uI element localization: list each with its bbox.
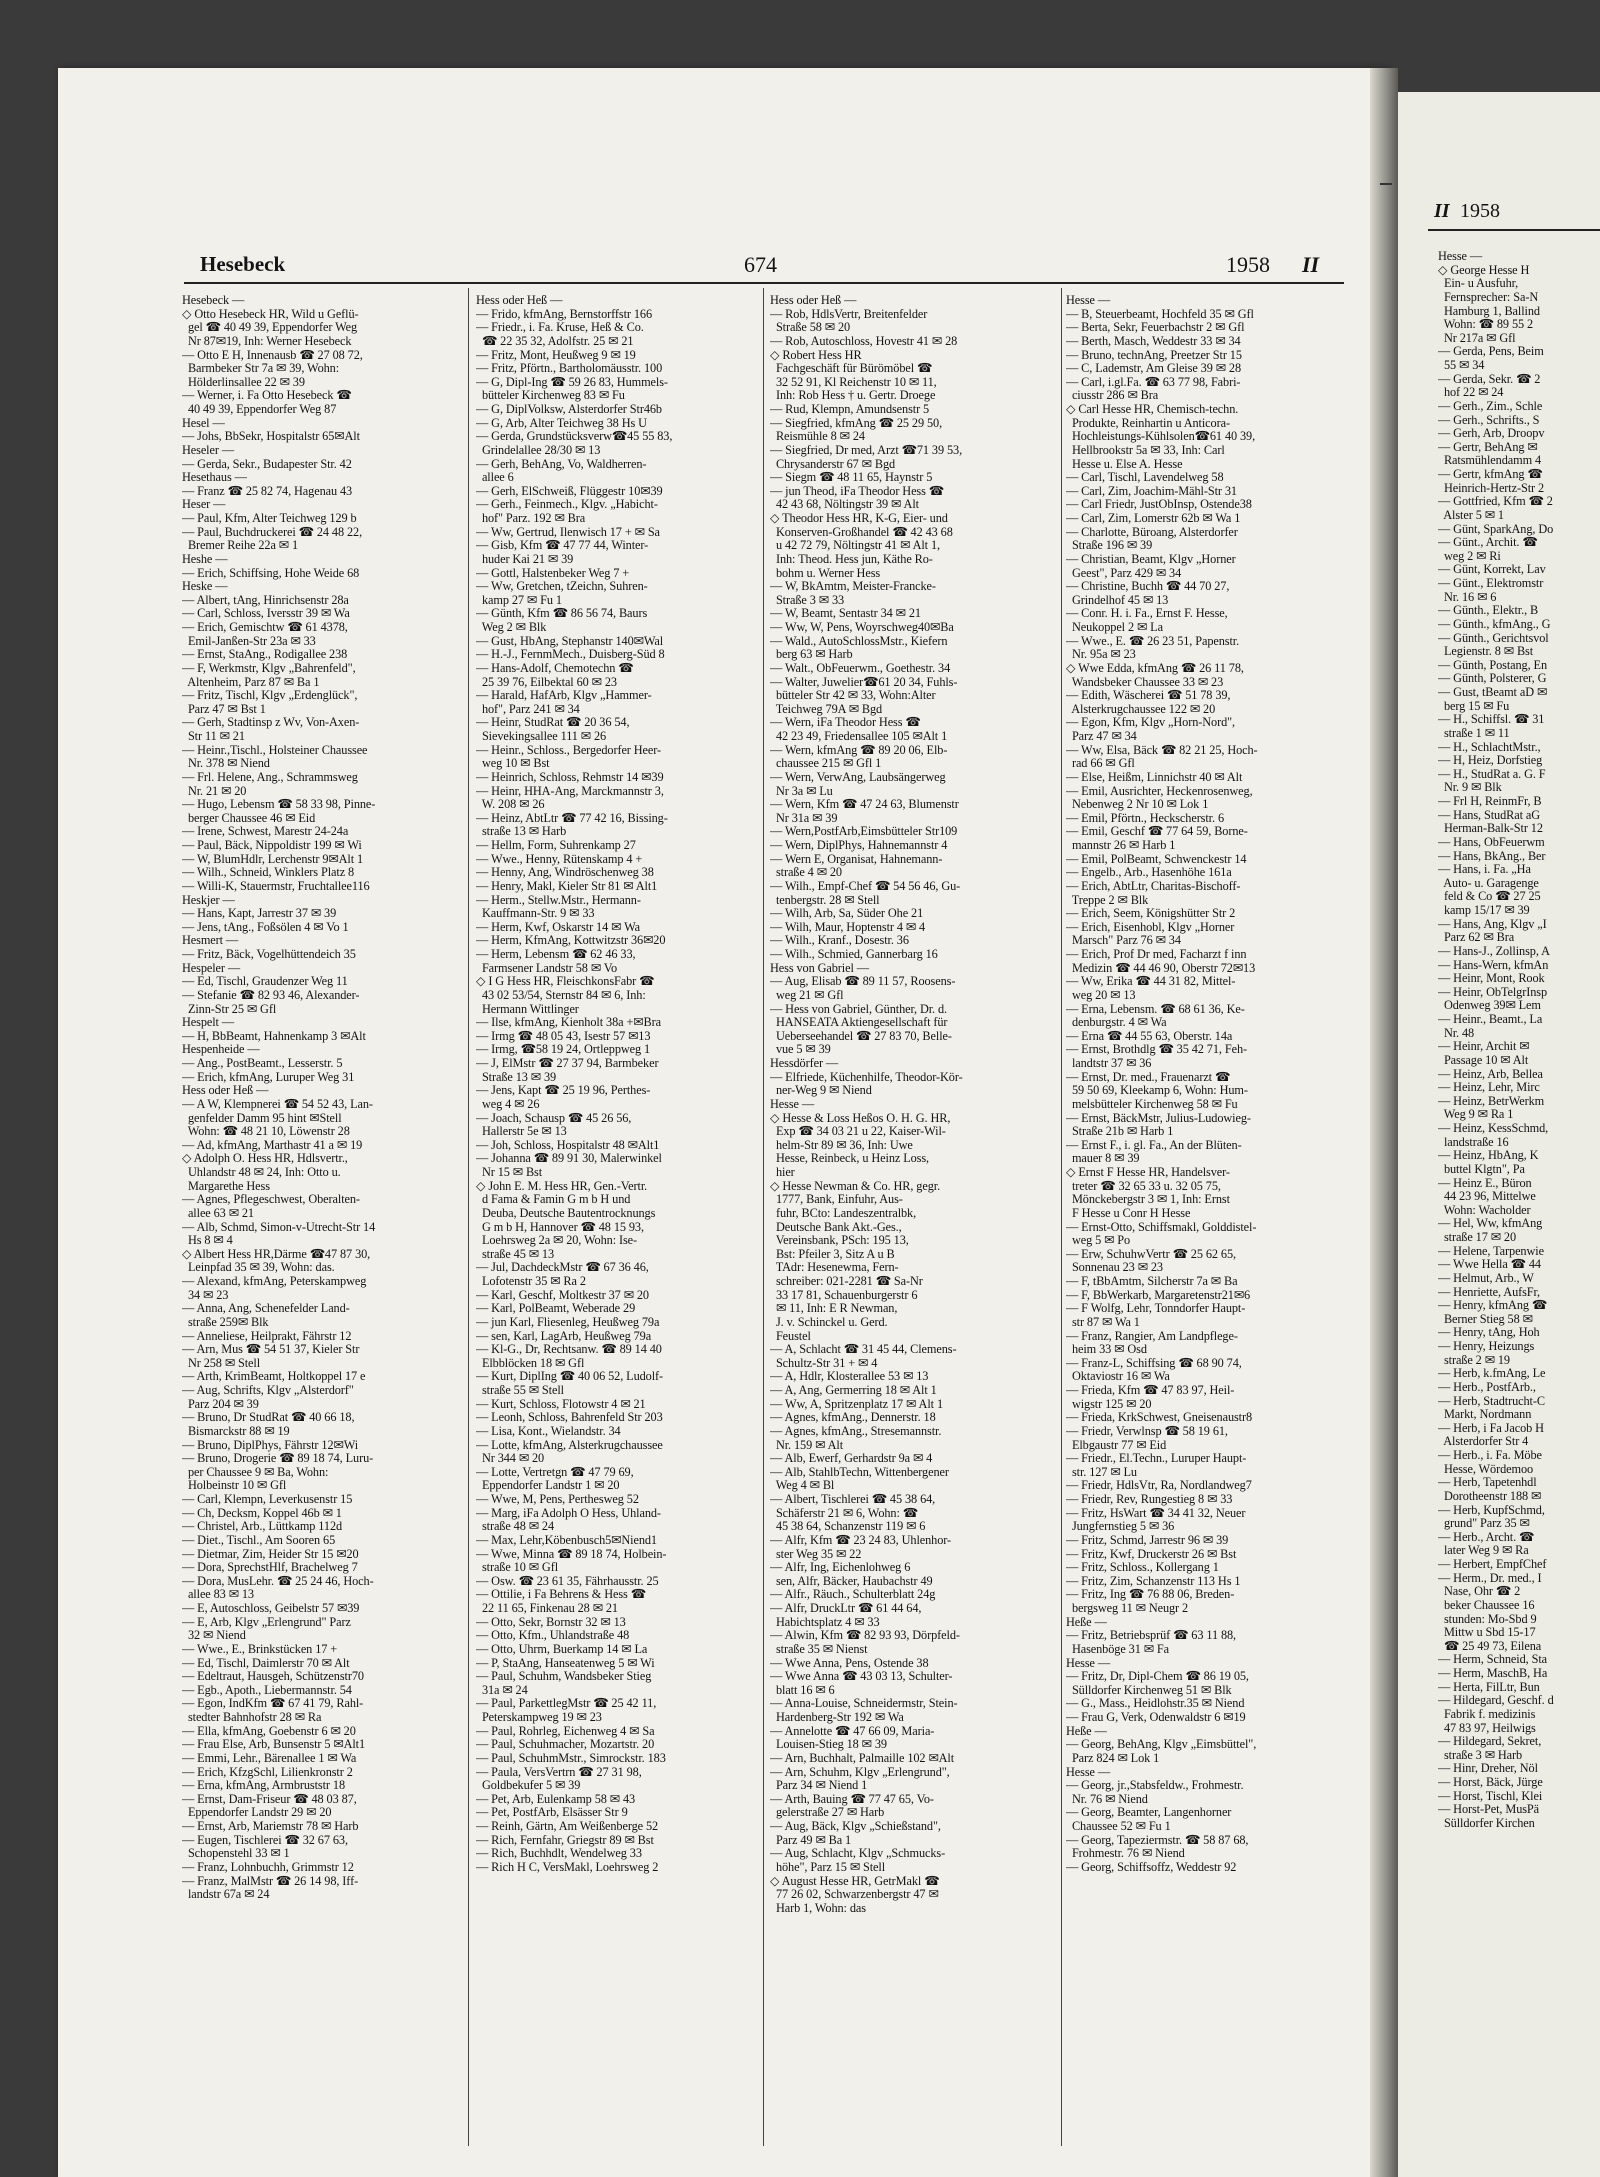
directory-column-4: Hesse — — B, Steuerbeamt, Hochfeld 35 ✉ Gfl — Berta, Sekr, Feuerbachstr 2 ✉ Gfl — Berth, Masch, Weddestr 33 ✉ 34 — Bruno, technAng, Preetzer Str 15 — C, Lademstr, Am Gleise 39 ✉ 28 — Carl, i.gl.Fa. ☎ 63 77 98, Fabri- ciusstr 286 ✉ Bra ◇ Carl Hesse HR, Chemisch-techn. Produkte, Reinhartin u Anticora- Hochleistungs-Kühlsolen☎61 40 39, Hellbrookstr 5a ✉ 33, Inh: Carl Hesse u. Else A. Hesse — Carl, Tischl, Lavendelweg 58 — Carl, Zim, Joachim-Mähl-Str 31 — Carl Friedr, JustObInsp, Ostende38 — Carl, Zim, Lomerstr 62b ✉ Wa 1 — Charlotte, Büroang, Alsterdorfer Straße 196 ✉ 39 — Christian, Beamt, Klgv „Horner Geest", Parz 429 ✉ 34 — Christine, Buchh ☎ 44 70 27, Grindelhof 45 ✉ 13 — Conr. H. i. Fa., Ernst F. Hesse, Neukoppel 2 ✉ La — Wwe., E. ☎ 26 23 51, Papenstr. Nr. 95a ✉ 23 ◇ Wwe Edda, kfmAng ☎ 26 11 78, Wandsbeker Chaussee 33 ✉ 23 — Edith, Wäscherei ☎ 51 78 39, Alsterkrugchaussee 122 ✉ 20 — Egon, Kfm, Klgv „Horn-Nord", Parz 47 ✉ 34 — Ww, Elsa, Bäck ☎ 82 21 25, Hoch- rad 66 ✉ Gfl — Else, Heißm, Linnichstr 40 ✉ Alt — Emil, Ausrichter, Heckenrosenweg, Nebenweg 2 Nr 10 ✉ Lok 1 — Emil, Pförtn., Heckscherstr. 6 — Emil, Geschf ☎ 77 64 59, Borne- mannstr 26 ✉ Harb 1 — Emil, PolBeamt, Schwenckestr 14 — Engelb., Arb., Hasenhöhe 161a — Erich, AbtLtr, Charitas-Bischoff- Treppe 2 ✉ Blk — Erich, Seem, Königshütter Str 2 — Erich, Eisenhobl, Klgv „Horner Marsch" Parz 76 ✉ 34 — Erich, Prof Dr med, Facharzt f inn Medizin ☎ 44 46 90, Oberstr 72✉13 — Ww, Erika ☎ 44 31 82, Mittel- weg 20 ✉ 13 — Erna, Lebensm. ☎ 68 61 36, Ke- denburgstr. 4 ✉ Wa — Erna ☎ 44 55 63, Oberstr. 14a — Ernst, Brothdlg ☎ 35 42 71, Feh- landtstr 37 ✉ 36 — Ernst, Dr. med., Frauenarzt ☎ 59 50 69, Kleekamp 6, Wohn: Hum- melsbütteler Kirchenweg 58 ✉ Fu — Ernst, BäckMstr, Julius-Ludowieg- Straße 21b ✉ Harb 1 — Ernst F., i. gl. Fa., An der Blüten- mauer 8 ✉ 39 ◇ Ernst F Hesse HR, Handelsver- treter ☎ 32 65 33 u. 32 05 75, Mönckebergstr 3 ✉ 1, Inh: Ernst F Hesse u Conr H Hesse — Ernst-Otto, Schiffsmakl, Golddistel- weg 5 ✉ Po — Erw, SchuhwVertr ☎ 25 62 65, Sonnenau 23 ✉ 23 — F, tBbAmtm, Silcherstr 7a ✉ Ba — F, BbWerkarb, Margaretenstr21✉6 — F Wolfg, Lehr, Tonndorfer Haupt- str 87 ✉ Wa 1 — Franz, Rangier, Am Landpflege- heim 33 ✉ Osd — Franz-L, Schiffsing ☎ 68 90 74, Oktaviostr 16 ✉ Wa — Frieda, Kfm ☎ 47 83 97, Heil- wigstr 125 ✉ 20 — Frieda, KrkSchwest, Gneisenaustr8 — Friedr, Verwlnsp ☎ 58 19 61, Elbgaustr 77 ✉ Eid — Friedr., El.Techn., Luruper Haupt- str. 127 ✉ Lu — Friedr, HdlsVtr, Ra, Nordlandweg7 — Friedr, Rev, Rungestieg 8 ✉ 33 — Fritz, HsWart ☎ 34 41 32, Neuer Jungfernstieg 5 ✉ 36 — Fritz, Schmd, Jarrestr 96 ✉ 39 — Fritz, Kwf, Druckerstr 26 ✉ Bst — Fritz, Schloss., Kollergang 1 — Fritz, Zim, Schanzenstr 113 Hs 1 — Fritz, Ing ☎ 76 88 06, Breden- bergsweg 11 ✉ Neugr 2 Heße — — Fritz, Betriebsprüf ☎ 63 11 88, Hasenböge 31 ✉ Fa Hesse — — Fritz, Dr, Dipl-Chem ☎ 86 19 05, Sülldorfer Kirchenweg 51 ✉ Blk — G., Mass., Heidlohstr.35 ✉ Niend — Frau G, Verk, Odenwaldstr 6 ✉19 Heße — — Georg, BehAng, Klgv „Eimsbüttel", Parz 824 ✉ Lok 1 Hesse — — Georg, jr.,Stabsfeldw., Frohmestr. Nr. 76 ✉ Niend — Georg, Beamter, Langenhorner Chaussee 52 ✉ Fu 1 — Georg, Tapeziermstr. ☎ 58 87 68, Frohmestr. 76 ✉ Niend — Georg, Schiffsoffz, Weddestr 92 xyxy=(1066,294,1258,1874)
header-rule xyxy=(184,282,1344,284)
column-divider-3 xyxy=(1061,288,1062,2146)
directory-column-2: Hess oder Heß — — Frido, kfmAng, Bernstorffstr 166 — Friedr., i. Fa. Kruse, Heß & Co. ☎ 22 35 32, Adolfstr. 25 ✉ 21 — Fritz, Mont, Heußweg 9 ✉ 19 — Fritz, Pförtn., Bartholomäusstr. 100 — G, Dipl-Ing ☎ 59 26 83, Hummels- bütteler Kirchenweg 83 ✉ Fu — G, DiplVolksw, Alsterdorfer Str46b — G, Arb, Alter Teichweg 38 Hs U — Gerda, Grundstücksverw☎45 55 83, Grindelallee 28/30 ✉ 13 — Gerh, BehAng, Vo, Waldherren- allee 6 — Gerh, ElSchweiß, Flüggestr 10✉39 — Gerh., Feinmech., Klgv. „Habicht- hof" Parz. 192 ✉ Bra — Ww, Gertrud, Ilenwisch 17 + ✉ Sa — Gisb, Kfm ☎ 47 77 44, Winter- huder Kai 21 ✉ 39 — Gottl, Halstenbeker Weg 7 + — Ww, Gretchen, tZeichn, Suhren- kamp 27 ✉ Fu 1 — Günth, Kfm ☎ 86 56 74, Baurs Weg 2 ✉ Blk — Gust, HbAng, Stephanstr 140✉Wal — H.-J., FernmMech., Duisberg-Süd 8 — Hans-Adolf, Chemotechn ☎ 25 39 76, Eilbektal 60 ✉ 23 — Harald, HafArb, Klgv „Hammer- hof", Parz 241 ✉ 34 — Heinr, StudRat ☎ 20 36 54, Sievekingsallee 111 ✉ 26 — Heinr., Schloss., Bergedorfer Heer- weg 10 ✉ Bst — Heinrich, Schloss, Rehmstr 14 ✉39 — Heinr, HHA-Ang, Marckmannstr 3, W. 208 ✉ 26 — Heinz, AbtLtr ☎ 77 42 16, Bissing- straße 13 ✉ Harb — Hellm, Form, Suhrenkamp 27 — Wwe., Henny, Rütenskamp 4 + — Henny, Ang, Windröschenweg 38 — Henry, Makl, Kieler Str 81 ✉ Alt1 — Herm., Stellw.Mstr., Hermann- Kauffmann-Str. 9 ✉ 33 — Herm, Kwf, Oskarstr 14 ✉ Wa — Herm, KfmAng, Kottwitzstr 36✉20 — Herm, Lebensm ☎ 62 46 33, Farmsener Landstr 58 ✉ Vo ◇ I G Hess HR, FleischkonsFabr ☎ 43 02 53/54, Sternstr 84 ✉ 6, Inh: Hermann Wittlinger — Ilse, kfmAng, Kienholt 38a +✉Bra — Irmg ☎ 48 05 43, Isestr 57 ✉13 — Irmg, ☎58 19 24, Ortleppweg 1 — J, ElMstr ☎ 27 37 94, Barmbeker Straße 13 ✉ 39 — Jens, Kapt ☎ 25 19 96, Perthes- weg 4 ✉ 26 — Joach, Schausp ☎ 45 26 56, Hallerstr 5e ✉ 13 — Joh, Schloss, Hospitalstr 48 ✉Alt1 — Johanna ☎ 89 91 30, Malerwinkel Nr 15 ✉ Bst ◇ John E. M. Hess HR, Gen.-Vertr. d Fama & Famin G m b H und Deuba, Deutsche Bautentrocknungs G m b H, Hannover ☎ 48 15 93, Loehrsweg 2a ✉ 20, Wohn: Ise- straße 45 ✉ 13 — Jul, DachdeckMstr ☎ 67 36 46, Lofotenstr 35 ✉ Ra 2 — Karl, Geschf, Moltkestr 37 ✉ 20 — Karl, PolBeamt, Weberade 29 — jun Karl, Fliesenleg, Heußweg 79a — sen, Karl, LagArb, Heußweg 79a — Kl-G., Dr, Rechtsanw. ☎ 89 14 40 Elbblöcken 18 ✉ Gfl — Kurt, DiplIng ☎ 40 06 52, Ludolf- straße 55 ✉ Stell — Kurt, Schloss, Flotowstr 4 ✉ 21 — Leonh, Schloss, Bahrenfeld Str 203 — Lisa, Kont., Wielandstr. 34 — Lotte, kfmAng, Alsterkrugchaussee Nr 344 ✉ 20 — Lotte, Vertretgn ☎ 47 79 69, Eppendorfer Landstr 1 ✉ 20 — Wwe, M, Pens, Perthesweg 52 — Marg, iFa Adolph O Hess, Uhland- straße 48 ✉ 24 — Max, Lehr,Köbenbusch5✉Niend1 — Wwe, Minna ☎ 89 18 74, Holbein- straße 10 ✉ Gfl — Osw. ☎ 23 61 35, Fährhausstr. 25 — Ottilie, i Fa Behrens & Hess ☎ 22 11 65, Finkenau 28 ✉ 21 — Otto, Sekr, Bornstr 32 ✉ 13 — Otto, Kfm., Uhlandstraße 48 — Otto, Uhrm, Buerkamp 14 ✉ La — P, StaAng, Hanseatenweg 5 ✉ Wi — Paul, Schuhm, Wandsbeker Stieg 31a ✉ 24 — Paul, ParkettlegMstr ☎ 25 42 11, Peterskampweg 19 ✉ 23 — Paul, Rohrleg, Eichenweg 4 ✉ Sa — Paul, Schuhmacher, Mozartstr. 20 — Paul, SchuhmMstr., Simrockstr. 183 — Paula, VersVertrn ☎ 27 31 98, Goldbekufer 5 ✉ 39 — Pet, Arb, Eulenkamp 58 ✉ 43 — Pet, PostfArb, Elsässer Str 9 — Reinh, Gärtn, Am Weißenberge 52 — Rich, Fernfahr, Griegstr 89 ✉ Bst — Rich, Buchhdlt, Wendelweg 33 — Rich H C, VersMakl, Loehrsweg 2 xyxy=(476,294,673,1874)
directory-column-1: Hesebeck — ◇ Otto Hesebeck HR, Wild u Geflü- gel ☎ 40 49 39, Eppendorfer Weg Nr 87✉19, Inh: Werner Hesebeck — Otto E H, Innenausb ☎ 27 08 72, Barmbeker Str 7a ✉ 39, Wohn: Hölderlinsallee 22 ✉ 39 — Werner, i. Fa Otto Hesebeck ☎ 40 49 39, Eppendorfer Weg 87 Hesel — — Johs, BbSekr, Hospitalstr 65✉Alt Heseler — — Gerda, Sekr., Budapester Str. 42 Hesethaus — — Franz ☎ 25 82 74, Hagenau 43 Heser — — Paul, Kfm, Alter Teichweg 129 b — Paul, Buchdruckerei ☎ 24 48 22, Bremer Reihe 22a ✉ 1 Heshe — — Erich, Schiffsing, Hohe Weide 68 Heske — — Albert, tAng, Hinrichsenstr 28a — Carl, Schloss, Iversstr 39 ✉ Wa — Erich, Gemischtw ☎ 61 4378, Emil-Janßen-Str 23a ✉ 33 — Ernst, StaAng., Rodigallee 238 — F, Werkmstr, Klgv „Bahrenfeld", Altenheim, Parz 87 ✉ Ba 1 — Fritz, Tischl, Klgv „Erdenglück", Parz 47 ✉ Bst 1 — Gerh, Stadtinsp z Wv, Von-Axen- Str 11 ✉ 21 — Heinr.,Tischl., Holsteiner Chaussee Nr. 378 ✉ Niend — Frl. Helene, Ang., Schrammsweg Nr. 21 ✉ 20 — Hugo, Lebensm ☎ 58 33 98, Pinne- berger Chaussee 46 ✉ Eid — Irene, Schwest, Marestr 24-24a — Paul, Bäck, Nippoldistr 199 ✉ Wi — W, BlumHdlr, Lerchenstr 9✉Alt 1 — Wilh., Schneid, Winklers Platz 8 — Willi-K, Stauermstr, Fruchtallee116 Heskjer — — Hans, Kapt, Jarrestr 37 ✉ 39 — Jens, tAng., Foßsölen 4 ✉ Vo 1 Hesmert — — Fritz, Bäck, Vogelhüttendeich 35 Hespeler — — Ed, Tischl, Graudenzer Weg 11 — Stefanie ☎ 82 93 46, Alexander- Zinn-Str 25 ✉ Gfl Hespelt — — H, BbBeamt, Hahnenkamp 3 ✉Alt Hespenheide — — Ang., PostBeamt., Lesserstr. 5 — Erich, kfmAng, Luruper Weg 31 Hess oder Heß — — A W, Klempnerei ☎ 54 52 43, Lan- genfelder Damm 95 hint ✉Stell Wohn: ☎ 48 21 10, Löwenstr 28 — Ad, kfmAng, Marthastr 41 a ✉ 19 ◇ Adolph O. Hess HR, Hdlsvertr., Uhlandstr 48 ✉ 24, Inh: Otto u. Margarethe Hess — Agnes, Pflegeschwest, Oberalten- allee 63 ✉ 21 — Alb, Schmd, Simon-v-Utrecht-Str 14 Hs 8 ✉ 4 ◇ Albert Hess HR,Därme ☎47 87 30, Leinpfad 35 ✉ 39, Wohn: das. — Alexand, kfmAng, Peterskampweg 34 ✉ 23 — Anna, Ang, Schenefelder Land- straße 259✉ Blk — Anneliese, Heilprakt, Fährstr 12 — Arn, Mus ☎ 54 51 37, Kieler Str Nr 258 ✉ Stell — Arth, KrimBeamt, Holtkoppel 17 e — Aug, Schrifts, Klgv „Alsterdorf" Parz 204 ✉ 39 — Bruno, Dr StudRat ☎ 40 66 18, Bismarckstr 88 ✉ 19 — Bruno, DiplPhys, Fährstr 12✉Wi — Bruno, Drogerie ☎ 89 18 74, Luru- per Chaussee 9 ✉ Ba, Wohn: Holbeinstr 10 ✉ Gfl — Carl, Klempn, Leverkusenstr 15 — Ch, Decksm, Koppel 46b ✉ 1 — Christel, Arb., Lüttkamp 112d — Diet., Tischl., Am Sooren 65 — Dietmar, Zim, Heider Str 15 ✉20 — Dora, SprechstHlf, Brachelweg 7 — Dora, MusLehr. ☎ 25 24 46, Hoch- allee 83 ✉ 13 — E, Autoschloss, Geibelstr 57 ✉39 — E, Arb, Klgv „Erlengrund" Parz 32 ✉ Niend — Wwe., E., Brinkstücken 17 + — Ed, Tischl, Daimlerstr 70 ✉ Alt — Edeltraut, Hausgeh, Schützenstr70 — Egb., Apoth., Liebermannstr. 54 — Egon, IndKfm ☎ 67 41 79, Rahl- stedter Bahnhofstr 28 ✉ Ra — Ella, kfmAng, Goebenstr 6 ✉ 20 — Frau Else, Arb, Bunsenstr 5 ✉Alt1 — Emmi, Lehr., Bärenallee 1 ✉ Wa — Erich, KfzgSchl, Lilienkronstr 2 — Erna, kfmAng, Armbruststr 18 — Ernst, Dam-Friseur ☎ 48 03 87, Eppendorfer Landstr 29 ✉ 20 — Ernst, Arb, Mariemstr 78 ✉ Harb — Eugen, Tischlerei ☎ 32 67 63, Schopenstehl 33 ✉ 1 — Franz, Lohnbuchh, Grimmstr 12 — Franz, MalMstr ☎ 26 14 98, Iff- landstr 67a ✉ 24 xyxy=(182,294,376,1902)
running-head-volume: II xyxy=(1302,252,1320,277)
book-gutter xyxy=(1370,68,1398,2177)
directory-page-left xyxy=(58,68,1388,2177)
directory-page-right xyxy=(1398,92,1600,2177)
running-head-keyword: Hesebeck xyxy=(200,252,286,276)
right-directory-column: Hesse — ◇ George Hesse H Ein- u Ausfuhr, Fernsprecher: Sa-N Hamburg 1, Ballind Wohn: ☎ 89 55 2 Nr 217a ✉ Gfl — Gerda, Pens, Beim 55 ✉ 34 — Gerda, Sekr. ☎ 2 hof 22 ✉ 24 — Gerh., Zim., Schle — Gerh., Schrifts., S — Gerh, Arb, Droopv — Gertr, BehAng ✉ Ratsmühlendamm 4 — Gertr, kfmAng ☎ Heinrich-Hertz-Str 2 — Gottfried, Kfm ☎ 2 Alster 5 ✉ 1 — Günt, SparkAng, Do — Günt., Archit. ☎ weg 2 ✉ Ri — Günt, Korrekt, Lav — Günt., Elektromstr Nr. 16 ✉ 6 — Günth., Elektr., B — Günth., kfmAng., G — Günth., Gerichtsvol Legienstr. 8 ✉ Bst — Günth, Postang, En — Günth, Polsterer, G — Gust, tBeamt aD ✉ berg 15 ✉ Fu — H., Schiffsl. ☎ 31 straße 1 ✉ 11 — H., SchlachtMstr., — H, Heiz, Dorfstieg — H., StudRat a. G. F Nr. 9 ✉ Blk — Frl H, ReinmFr, B — Hans, StudRat aG Herman-Balk-Str 12 — Hans, ObFeuerwm — Hans, BkAng., Ber — Hans, i. Fa. „Ha Auto- u. Garagenge feld & Co ☎ 27 25 kamp 15/17 ✉ 39 — Hans, Ang, Klgv „I Parz 62 ✉ Bra — Hans-J., Zollinsp, A — Hans-Wern, kfmAn — Heinr, Mont, Rook — Heinr, ObTelgrInsp Odenweg 39✉ Lem — Heinr., Beamt., La Nr. 48 — Heinr, Archit ✉ Passage 10 ✉ Alt — Heinz, Arb, Bellea — Heinz, Lehr, Mirc — Heinz, BetrWerkm Weg 9 ✉ Ra 1 — Heinz, KessSchmd, landstraße 16 — Heinz, HbAng, K buttel Klgtn", Pa — Heinz E., Büron 44 23 96, Mittelwe Wohn: Wacholder — Hel, Ww, kfmAng straße 17 ✉ 20 — Helene, Tarpenwie — Wwe Hella ☎ 44 — Helmut, Arb., W — Henriette, AufsFr, — Henry, kfmAng ☎ Berner Stieg 58 ✉ — Henry, tAng, Hoh — Henry, Heizungs straße 2 ✉ 19 — Herb, k.fmAng, Le — Herb., PostfArb., — Herb, Stadtrucht-C Markt, Nordmann — Herb, i Fa Jacob H Alsterdorfer Str 4 — Herb., i. Fa. Möbe Hesse, Wördemoo — Herb, Tapetenhdl Dorotheenstr 188 ✉ — Herb, KupfSchmd, grund" Parz 35 ✉ — Herb., Archt. ☎ later Weg 9 ✉ Ra — Herbert, EmpfChef — Herm., Dr. med., I Nase, Ohr ☎ 2 beker Chaussee 16 stunden: Mo-Sbd 9 Mittw u Sbd 15-17 ☎ 25 49 73, Eilena — Herm, Schneid, Sta — Herm, MaschB, Ha — Herta, FilLtr, Bun — Hildegard, Geschf. d Fabrik f. medizinis 47 83 97, Heilwigs — Hildegard, Sekret, straße 3 ✉ Harb — Hinr, Dreher, Nöl — Horst, Bäck, Jürge — Horst, Tischl, Klei — Horst-Pet, MusPä Sülldorfer Kirchen xyxy=(1438,250,1554,1830)
column-divider-2 xyxy=(763,288,764,2146)
page-number: 674 xyxy=(744,252,777,277)
column-divider-1 xyxy=(468,288,469,2146)
right-running-head-year: 1958 xyxy=(1460,200,1500,222)
running-head-year: 1958 xyxy=(1226,252,1270,277)
right-header-rule xyxy=(1428,229,1600,231)
directory-column-3: Hess oder Heß — — Rob, HdlsVertr, Breitenfelder Straße 58 ✉ 20 — Rob, Autoschloss, Hovestr 41 ✉ 28 ◇ Robert Hess HR Fachgeschäft für Bürömöbel ☎ 32 52 91, Kl Reichenstr 10 ✉ 11, Inh: Rob Hess † u. Gertr. Droege — Rud, Klempn, Amundsenstr 5 — Siegfried, kfmAng ☎ 25 29 50, Reismühle 8 ✉ 24 — Siegfried, Dr med, Arzt ☎71 39 53, Chrysanderstr 67 ✉ Bgd — Siegm ☎ 48 11 65, Haynstr 5 — jun Theod, iFa Theodor Hess ☎ 42 43 68, Nöltingstr 39 ✉ Alt ◇ Theodor Hess HR, K-G, Eier- und Konserven-Großhandel ☎ 42 43 68 u 42 72 79, Nöltingstr 41 ✉ Alt 1, Inh: Theod. Hess jun, Käthe Ro- bohm u. Werner Hess — W, BkAmtm, Meister-Francke- Straße 3 ✉ 33 — W, Beamt, Sentastr 34 ✉ 21 — Ww, W, Pens, Woyrschweg40✉Ba — Wald., AutoSchlossMstr., Kiefern berg 63 ✉ Harb — Walt., ObFeuerwm., Goethestr. 34 — Walter, Juwelier☎61 20 34, Fuhls- bütteler Str 42 ✉ 33, Wohn:Alter Teichweg 79A ✉ Bgd — Wern, iFa Theodor Hess ☎ 42 23 49, Friedensallee 105 ✉Alt 1 — Wern, kfmAng ☎ 89 20 06, Elb- chaussee 215 ✉ Gfl 1 — Wern, VerwAng, Laubsängerweg Nr 3a ✉ Lu — Wern, Kfm ☎ 47 24 63, Blumenstr Nr 31a ✉ 39 — Wern,PostfArb,Eimsbütteler Str109 — Wern, DiplPhys, Hahnemannstr 4 — Wern E, Organisat, Hahnemann- straße 4 ✉ 20 — Wilh., Empf-Chef ☎ 54 56 46, Gu- tenbergstr. 28 ✉ Stell — Wilh, Arb, Sa, Süder Ohe 21 — Wilh, Maur, Hoptenstr 4 ✉ 4 — Wilh., Kranf., Dosestr. 36 — Wilh., Schmied, Gannerbarg 16 Hess von Gabriel — — Aug, Elisab ☎ 89 11 57, Roosens- weg 21 ✉ Gfl — Hess von Gabriel, Günther, Dr. d. HANSEATA Aktiengesellschaft für Ueberseehandel ☎ 27 83 70, Belle- vue 5 ✉ 39 Hessdörfer — — Elfriede, Küchenhilfe, Theodor-Kör- ner-Weg 9 ✉ Niend Hesse — ◇ Hesse & Loss Heßos O. H. G. HR, Exp ☎ 34 03 21 u 22, Kaiser-Wil- helm-Str 89 ✉ 36, Inh: Uwe Hesse, Reinbeck, u Heinz Loss, hier ◇ Hesse Newman & Co. HR, gegr. 1777, Bank, Einfuhr, Aus- fuhr, BCto: Landeszentralbk, Deutsche Bank Akt.-Ges., Vereinsbank, PSch: 195 13, Bst: Pfeiler 3, Sitz A u B TAdr: Hesenewma, Fern- schreiber: 021-2281 ☎ Sa-Nr 33 17 81, Schauenburgerstr 6 ✉ 11, Inh: E R Newman, J. v. Schinckel u. Gerd. Feustel — A, Schlacht ☎ 31 45 44, Clemens- Schultz-Str 31 + ✉ 4 — A, Hdlr, Klosterallee 53 ✉ 13 — A, Ang, Germerring 18 ✉ Alt 1 — Ww, A, Spritzenplatz 17 ✉ Alt 1 — Agnes, kfmAng., Dennerstr. 18 — Agnes, kfmAng., Stresemannstr. Nr. 159 ✉ Alt — Alb, Ewerf, Gerhardstr 9a ✉ 4 — Alb, StahlbTechn, Wittenbergener Weg 4 ✉ Bl — Albert, Tischlerei ☎ 45 38 64, Schäferstr 21 ✉ 6, Wohn: ☎ 45 38 64, Schanzenstr 119 ✉ 6 — Alfr, Kfm ☎ 23 24 83, Uhlenhor- ster Weg 35 ✉ 22 — Alfr, Ing, Eichenlohweg 6 sen, Alfr, Bäcker, Haubachstr 49 — Alfr., Räuch., Schulterblatt 24g — Alfr, DruckLtr ☎ 61 44 64, Habichtsplatz 4 ✉ 33 — Alwin, Kfm ☎ 82 93 93, Dörpfeld- straße 35 ✉ Nienst — Wwe Anna, Pens, Ostende 38 — Wwe Anna ☎ 43 03 13, Schulter- blatt 16 ✉ 6 — Anna-Louise, Schneidermstr, Stein- Hardenberg-Str 192 ✉ Wa — Annelotte ☎ 47 66 09, Maria- Louisen-Stieg 18 ✉ 39 — Arn, Buchhalt, Palmaille 102 ✉Alt — Arn, Schuhm, Klgv „Erlengrund", Parz 34 ✉ Niend 1 — Arth, Bauing ☎ 77 47 65, Vo- gelerstraße 27 ✉ Harb — Aug, Bäck, Klgv „Schießstand", Parz 49 ✉ Ba 1 — Aug, Schlacht, Klgv „Schmucks- höhe", Parz 15 ✉ Stell ◇ August Hesse HR, GetrMakl ☎ 77 26 02, Schwarzenbergstr 47 ✉ Harb 1, Wohn: das xyxy=(770,294,963,1915)
margin-mark xyxy=(1380,183,1392,185)
right-running-head-volume: II xyxy=(1434,200,1450,222)
